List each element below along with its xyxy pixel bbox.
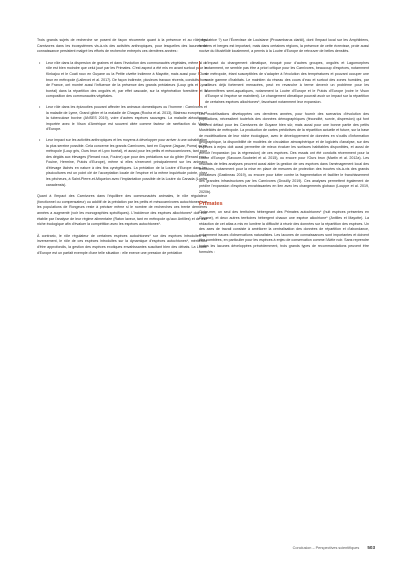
bullet-item [37,61,207,100]
body-paragraph: Outre-mer, un seul des territoires hébergeant des Primates autochtones* (huit espèces présentes en Guyane), et deux autres territoires hébergent chacun une espèce allochtone* (Antilles et Mayotte). La rédaction de cet atlas a mis en lumière la difficulté à réunir des données sur la répartition des espèces. Un des axes de travail consiste à améliorer la centralisation des données de répartition et d'abondance, notamment issues d'observations naturalistes. Les lacunes de connaissances sont importantes et doivent être comblées, en particulier pour les espèces à enjeu de conservation comme l'Atèle noir. Sans reprendre toutes les lacunes développées précédemment, trois grands types de recommandations peuvent être formulés : [199,210,369,254]
box-paragraph: L'impact du changement climatique, évoqué pour d'autres groupes, ongulés et Lagomorphes notamment, ne semble pas être a priori critique pour les Carnivores, beaucoup d'espèces, notamment de métropole, étant susceptibles de s'adapter à l'évolution des températures et pouvant occuper une vaste gamme d'habitats. Le maintien du réseau des cours d'eau et surtout des zones humides, par ailleurs déjà fortement menacées, peut en revanche à terme devenir un problème pour les Mammifères semi-aquatiques, notamment la Loutre d'Europe et le Putois d'Europe (voire le Vison d'Europe si l'espèce se maintient). Le changement climatique pourrait avoir un impact sur la répartition de certaines espèces allochtones*, favorisant notamment leur expansion. [205,60,369,104]
page-footer [293,545,375,550]
section-heading: Primates [199,201,223,208]
left-column [37,38,207,262]
climate-change-box [199,61,369,106]
bullet-text: Leur impact sur les activités anthropiques et les moyens à développer pour arriver à une cohabitation la plus sereine possible. Cela concerne les grands Carnivores, tant en Guyane (Jaguar, Puma) qu'en métropole (Loup gris, Ours brun et Lynx boréal), et aussi pour les petits et mésocarnivores, tant pour des dégâts aux élevages (Renard roux, Fouine) que pour des prédations sur du gibier (Renard roux, Fouine, Hermine, Putois d'Europe), même si elles s'exercent principalement sur les animaux d'élevage lâchés en nature à des fins cynégétiques. La prédation de la Loutre d'Europe dans les piscicultures est un point clé de l'acceptation locale de l'espèce et la même inquiétude pointe, chez les pêcheurs, à Saint-Pierre-et-Miquelon avec l'implantation possible de la Loutre du Canada (Lontra canadensis). [46,137,207,187]
body-paragraph: À contrario, le rôle régulateur de certaines espèces autochtones* sur des espèces introduites et, inversement, le rôle de ces espèces introduites sur la dynamique d'espèces autochtones*, mériteront d'être approfondis, la gestion des espèces exotiques envahissantes suscitant bien des débats. La Loutre d'Europe est un parfait exemple d'une telle situation : elle exerce une pression de prédation [37,233,207,255]
bullet-dot-icon: • [39,60,41,65]
bullet-item [37,105,207,133]
right-column [199,38,369,261]
body-paragraph: Les modélisations développées ces dernières années, pour fournir des scenarios d'évolution des populations, nécessitent toutefois des données démographiques (fécondité, survie, dispersion) qui font souvent défaut pour les Carnivores de Guyane bien sûr, mais aussi pour une bonne partie des petits Mustélidés de métropole. La production de cartes prédictives de la répartition actuelle et future, sur la base de modélisations de leur niche écologique, avec le développement de données en s'outils d'information géographique, la disponibilité de modèles de circulation atmosphérique et de logiciels d'analyse, sur des espèces à enjeu doit aussi permettre de mieux évaluer les surfaces habitables disponibles, et aussi de prévoir l'expansion (ou la régression) de ces espèces. Des essais ont été conduits récemment pour la Loutre d'Europe (Savoure-Soubelet et al. 2015), ou encore pour l'Ours brun (Martin et al. 2012a). Les résultats de telles analyses peuvent aussi aider la gestion de ces espèces dans l'aménagement local des territoires, notamment pour la mise en place de mesures de protection des trouées vis-à-vis des grands prédateurs (Gastineau 2019), ou encore pour lutter contre la fragmentation et faciliter le franchissement des grandes infrastructures par les Carnivores (Drouilly 2019). Ces analyses permettent également de prédire l'expansion d'espèces envahissantes en lien avec les changements globaux (Louppe et al. 2019, 2020b). [199,111,369,194]
bullet-dot-icon: • [39,104,41,109]
page-number: 503 [367,545,375,550]
bullet-text: Leur rôle dans la dispersion de graines et dans l'évolution des communautés végétales, même si ce rôle est bien moindre que celui joué par les Primates. C'est aspect a été mis en avant surtout pour le Kinkajou et le Coati roux en Guyane ou la Petite civette indienne à Mayotte, mais aussi pour l'Ours brun en métropole (Lalleroni et al. 2017). De façon indirecte, plusieurs travaux récents, conduits hors de France, ont montré aussi l'influence de la présence des grands prédateurs (Loup gris et Lynx boréal) dans la répartition des ongulés et, par effet cascade, sur la régénération forestière et la composition des communautés végétales. [46,60,207,99]
intro-paragraph: Trois grands sujets de recherche se posent de façon récurrente quant à la présence et au rôle des Carnivores dans les écosystèmes vis-à-vis des activités anthropiques, pour lesquelles des lacunes de connaissance persistent malgré les efforts de recherche entrepris ces dernières années : [37,38,207,54]
bullet-text: Leur rôle dans les épizooties pouvant affecter les animaux domestiques ou l'homme : Carnivores et la maladie de Lyme, Grand gibier et la maladie de Chagas (Rocha et al. 2013), Blaireau européen et la tuberculose bovine (ANSES 2019), voire d'autres espèces sauvages. La maladie aléoutienne importée avec le Vison d'Amérique est souvent citée comme facteur de raréfaction du Vison d'Europe. [46,104,207,132]
bullet-dot-icon: • [39,137,41,142]
bullet-list [37,61,207,188]
footer-section-title: Conclusion – Perspectives scientifiques [292,545,360,550]
bullet-item [37,138,207,188]
body-paragraph: Quant à l'impact des Carnivores dans l'équilibre des communautés animales, le rôle régulateur (fonctionnel ou compensateur) ou additif de la prédation par les petits et mésocarnivores autochtones* sur les populations de Rongeurs reste à préciser même si le nombre de recherches ces trente dernières années a augmenté (voir les monographies spécifiques). L'incidence des espèces allochtones* doit être établie par l'analyse de leur régime alimentaire (Raton laveur, tant en métropole qu'aux Antilles) et de leur niche écologique afin d'évaluer la compétition avec les espèces autochtones*. [37,194,207,227]
body-paragraph: (régulatrice ?) sur l'Écrevisse de Louisiane (Procambarus clarkii), dont l'impact local sur les Amphibiens, herbiers et berges est important, mais dans certaines régions, la présence de cette écrevisse, proie aussi nocive du Mustélidé localement, a permis à la Loutre d'Europe de retrouver de belles densités. [199,38,369,54]
